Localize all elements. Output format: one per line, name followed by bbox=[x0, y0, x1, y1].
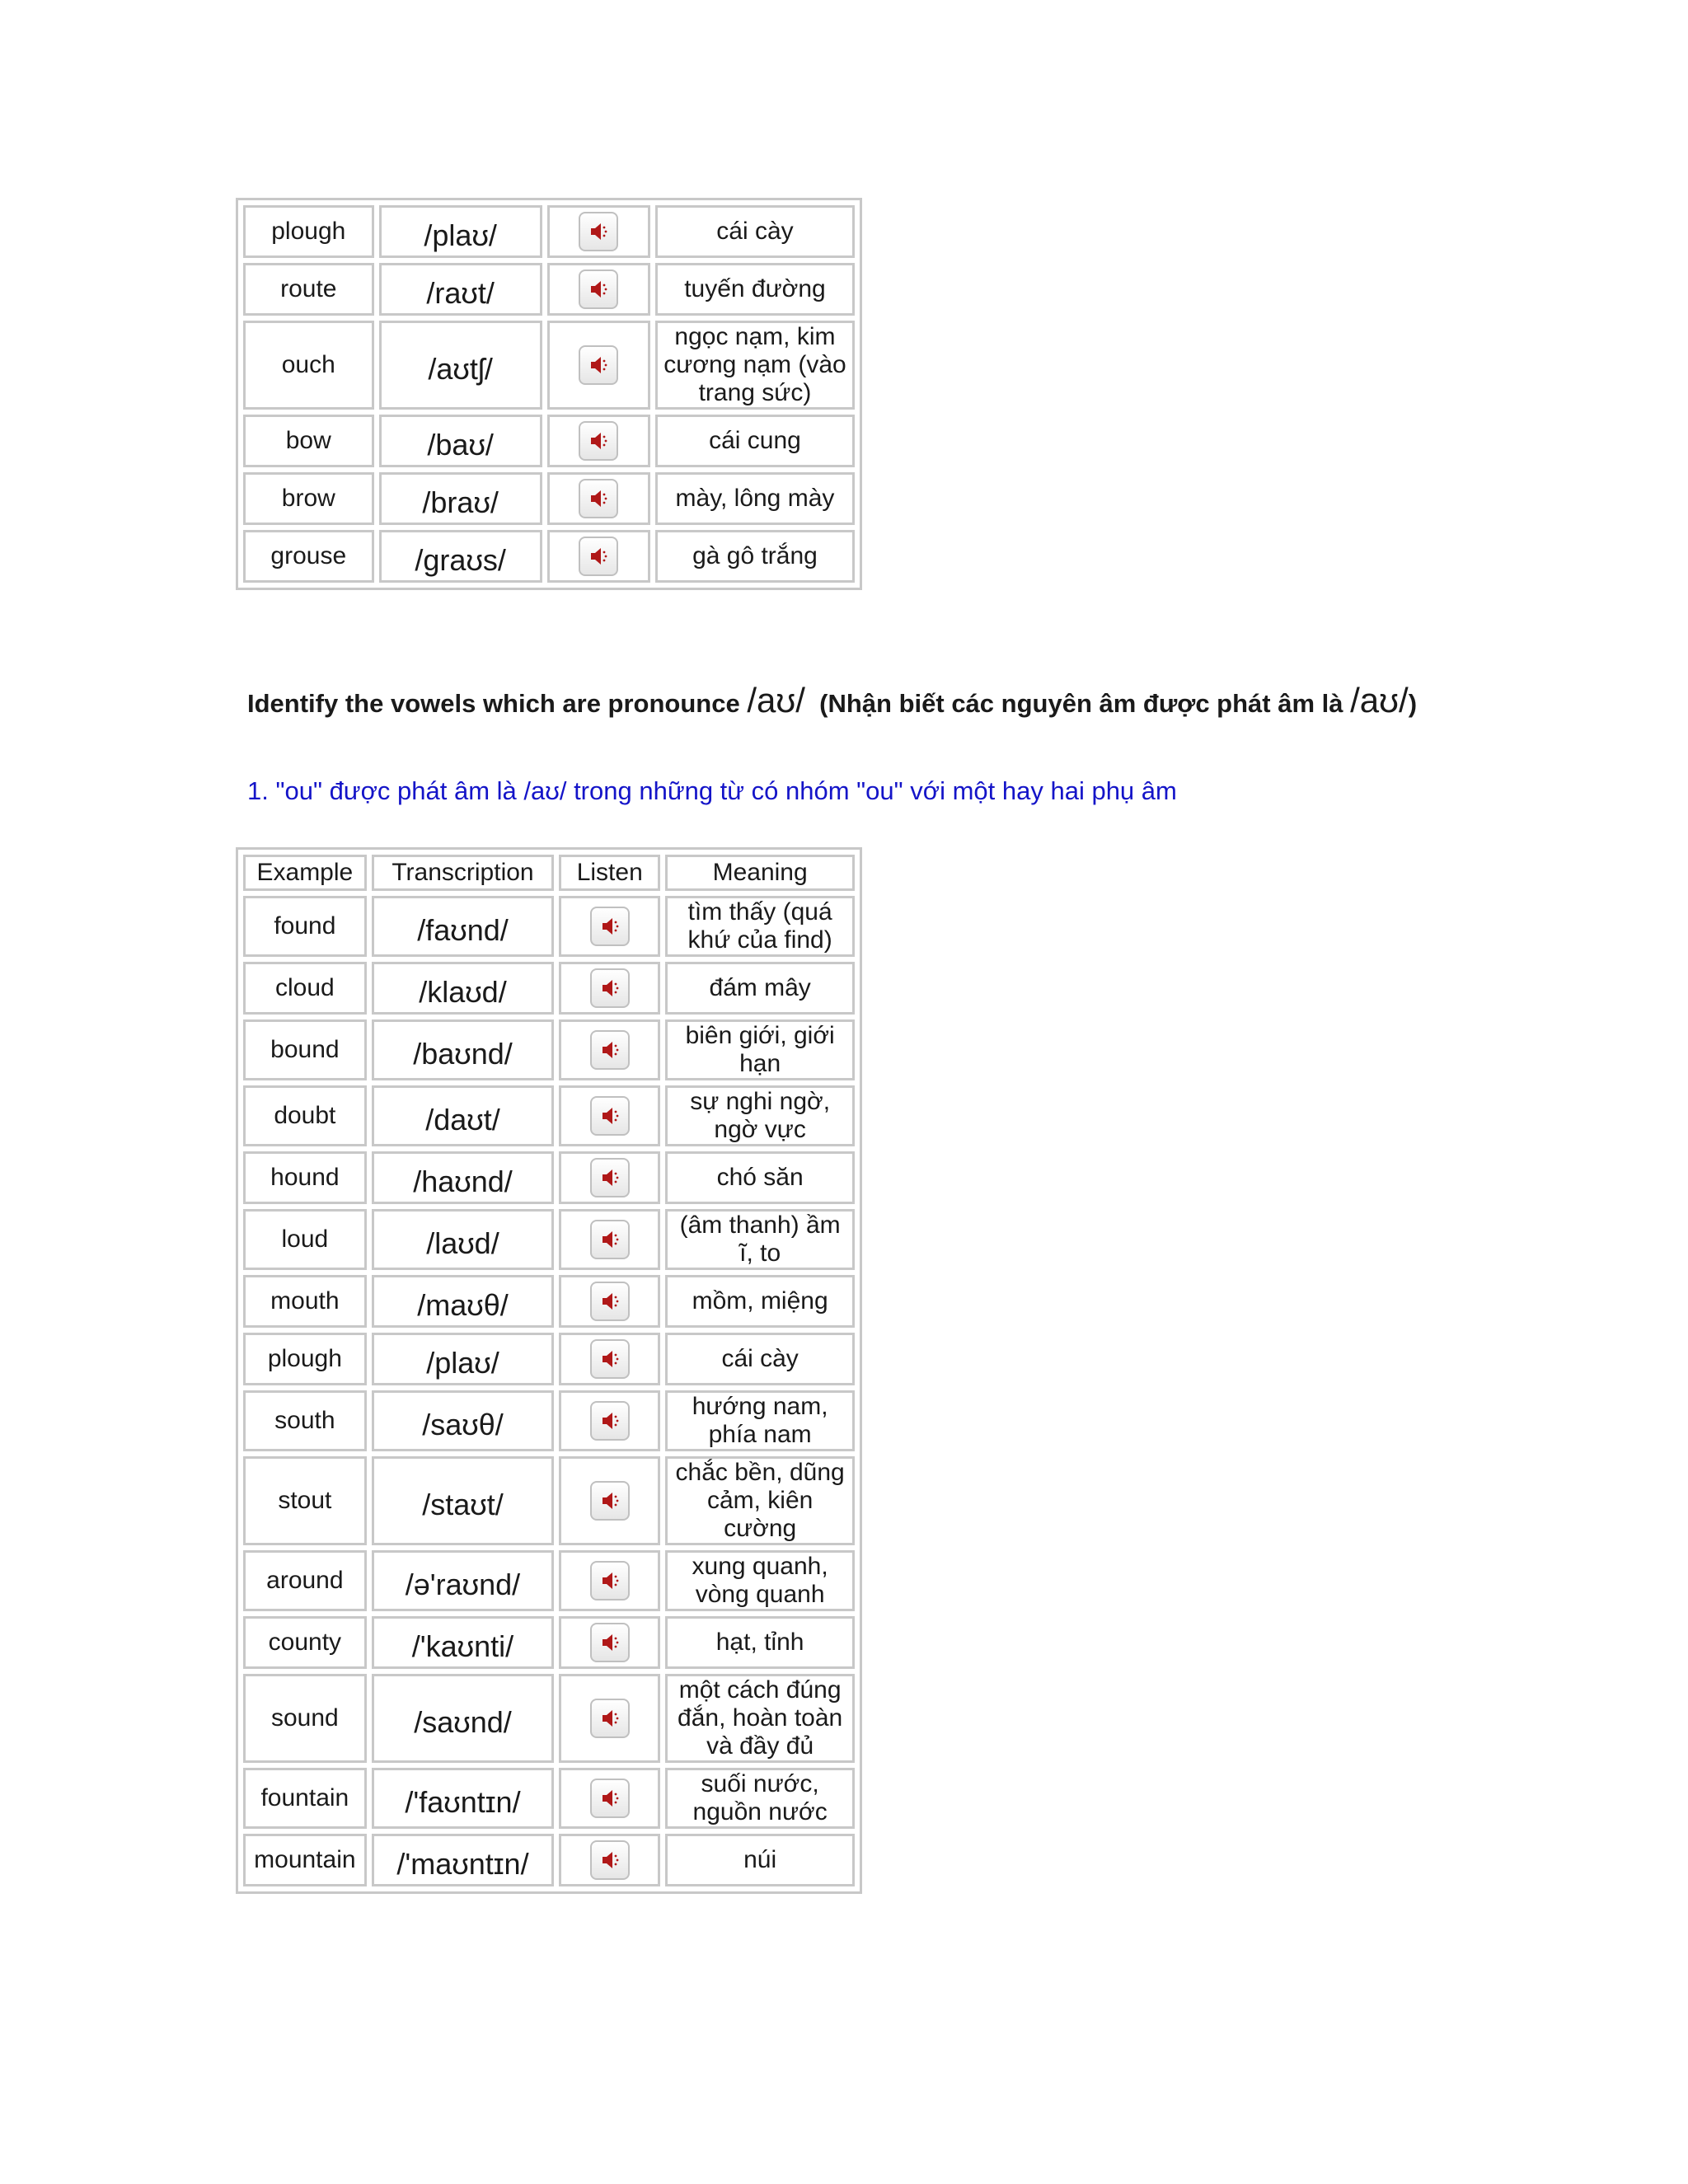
speaker-icon[interactable] bbox=[590, 968, 630, 1008]
speaker-icon[interactable] bbox=[590, 1840, 630, 1880]
speaker-icon[interactable] bbox=[590, 1401, 630, 1441]
example-word: south bbox=[243, 1390, 367, 1451]
listen-cell bbox=[559, 1456, 660, 1545]
listen-cell bbox=[559, 1275, 660, 1328]
speaker-icon[interactable] bbox=[579, 537, 618, 576]
listen-cell bbox=[547, 321, 650, 410]
table-row bbox=[243, 205, 855, 258]
listen-cell bbox=[559, 1550, 660, 1611]
speaker-glyph bbox=[587, 220, 610, 243]
listen-cell bbox=[559, 1209, 660, 1270]
speaker-icon[interactable] bbox=[579, 269, 618, 309]
listen-cell bbox=[559, 1151, 660, 1204]
speaker-icon[interactable] bbox=[590, 1220, 630, 1259]
listen-cell bbox=[559, 1674, 660, 1763]
transcription: /braʊ/ bbox=[379, 472, 542, 525]
transcription: /maʊθ/ bbox=[372, 1275, 555, 1328]
header-transcription: Transcription bbox=[372, 855, 555, 891]
table-row bbox=[243, 1456, 855, 1545]
listen-cell bbox=[547, 415, 650, 467]
example-word: fountain bbox=[243, 1768, 367, 1829]
transcription: /baʊ/ bbox=[379, 415, 542, 467]
speaker-icon[interactable] bbox=[590, 1699, 630, 1738]
transcription: /'faʊntɪn/ bbox=[372, 1768, 555, 1829]
table-row bbox=[243, 530, 855, 583]
speaker-icon[interactable] bbox=[579, 212, 618, 251]
meaning: (âm thanh) ầm ĩ, to bbox=[665, 1209, 855, 1270]
speaker-glyph bbox=[598, 1787, 621, 1810]
meaning: mồm, miệng bbox=[665, 1275, 855, 1328]
table-row bbox=[243, 415, 855, 467]
heading-symbol-1: /aʊ/ bbox=[747, 681, 805, 719]
speaker-glyph bbox=[598, 915, 621, 938]
table-row bbox=[243, 896, 855, 957]
example-word: brow bbox=[243, 472, 374, 525]
listen-cell bbox=[559, 1768, 660, 1829]
speaker-icon[interactable] bbox=[590, 1096, 630, 1136]
heading-text-3: ) bbox=[1408, 689, 1418, 718]
meaning: mày, lông mày bbox=[655, 472, 855, 525]
speaker-icon[interactable] bbox=[579, 345, 618, 385]
transcription: /baʊnd/ bbox=[372, 1019, 555, 1080]
listen-cell bbox=[547, 205, 650, 258]
speaker-icon[interactable] bbox=[590, 1481, 630, 1521]
example-word: found bbox=[243, 896, 367, 957]
speaker-glyph bbox=[598, 1104, 621, 1127]
transcription: /faʊnd/ bbox=[372, 896, 555, 957]
speaker-icon[interactable] bbox=[590, 907, 630, 946]
transcription: /raʊt/ bbox=[379, 263, 542, 316]
vocab-table-1 bbox=[236, 198, 862, 590]
transcription: /graʊs/ bbox=[379, 530, 542, 583]
example-word: plough bbox=[243, 205, 374, 258]
listen-cell bbox=[559, 1390, 660, 1451]
table-row bbox=[243, 1151, 855, 1204]
speaker-glyph bbox=[598, 1849, 621, 1872]
example-word: ouch bbox=[243, 321, 374, 410]
table-row bbox=[243, 1209, 855, 1270]
transcription: /aʊtʃ/ bbox=[379, 321, 542, 410]
speaker-icon[interactable] bbox=[590, 1779, 630, 1818]
example-word: mouth bbox=[243, 1275, 367, 1328]
transcription: /daʊt/ bbox=[372, 1085, 555, 1146]
speaker-glyph bbox=[598, 1038, 621, 1062]
speaker-glyph bbox=[598, 1631, 621, 1654]
transcription: /klaʊd/ bbox=[372, 962, 555, 1015]
speaker-glyph bbox=[598, 1489, 621, 1512]
speaker-glyph bbox=[598, 1228, 621, 1251]
table-row bbox=[243, 321, 855, 410]
meaning: cái cày bbox=[665, 1333, 855, 1385]
table-header-row bbox=[243, 855, 855, 891]
table-row bbox=[243, 1768, 855, 1829]
speaker-icon[interactable] bbox=[590, 1030, 630, 1070]
speaker-glyph bbox=[587, 354, 610, 377]
rule-subheading: 1. "ou" được phát âm là /aʊ/ trong những từ có nhóm "ou" với một hay hai phụ âm bbox=[247, 776, 1177, 805]
meaning: hướng nam, phía nam bbox=[665, 1390, 855, 1451]
meaning: đám mây bbox=[665, 962, 855, 1015]
meaning: suối nước, nguồn nước bbox=[665, 1768, 855, 1829]
meaning: gà gô trắng bbox=[655, 530, 855, 583]
listen-cell bbox=[559, 1019, 660, 1080]
table-row bbox=[243, 1834, 855, 1886]
example-word: around bbox=[243, 1550, 367, 1611]
example-word: county bbox=[243, 1616, 367, 1669]
listen-cell bbox=[559, 962, 660, 1015]
table-row bbox=[243, 1390, 855, 1451]
meaning: ngọc nạm, kim cương nạm (vào trang sức) bbox=[655, 321, 855, 410]
meaning: tuyến đường bbox=[655, 263, 855, 316]
transcription: /saʊθ/ bbox=[372, 1390, 555, 1451]
speaker-glyph bbox=[598, 1347, 621, 1371]
meaning: chó săn bbox=[665, 1151, 855, 1204]
header-example: Example bbox=[243, 855, 367, 891]
meaning: một cách đúng đắn, hoàn toàn và đầy đủ bbox=[665, 1674, 855, 1763]
table-row bbox=[243, 1674, 855, 1763]
header-listen: Listen bbox=[559, 855, 660, 891]
meaning: tìm thấy (quá khứ của find) bbox=[665, 896, 855, 957]
listen-cell bbox=[559, 1834, 660, 1886]
table-row bbox=[243, 263, 855, 316]
meaning: núi bbox=[665, 1834, 855, 1886]
table-row bbox=[243, 1019, 855, 1080]
speaker-glyph bbox=[587, 278, 610, 301]
meaning: chắc bền, dũng cảm, kiên cường bbox=[665, 1456, 855, 1545]
header-meaning: Meaning bbox=[665, 855, 855, 891]
speaker-glyph bbox=[598, 977, 621, 1000]
listen-cell bbox=[559, 1333, 660, 1385]
speaker-glyph bbox=[598, 1409, 621, 1432]
transcription: /haʊnd/ bbox=[372, 1151, 555, 1204]
table-row bbox=[243, 472, 855, 525]
example-word: bound bbox=[243, 1019, 367, 1080]
transcription: /staʊt/ bbox=[372, 1456, 555, 1545]
example-word: mountain bbox=[243, 1834, 367, 1886]
speaker-icon[interactable] bbox=[590, 1282, 630, 1321]
transcription: /'maʊntɪn/ bbox=[372, 1834, 555, 1886]
example-word: stout bbox=[243, 1456, 367, 1545]
listen-cell bbox=[547, 263, 650, 316]
listen-cell bbox=[547, 530, 650, 583]
table-row bbox=[243, 1333, 855, 1385]
meaning: cái cày bbox=[655, 205, 855, 258]
speaker-icon[interactable] bbox=[579, 479, 618, 518]
transcription: /ə'raʊnd/ bbox=[372, 1550, 555, 1611]
example-word: hound bbox=[243, 1151, 367, 1204]
meaning: hạt, tỉnh bbox=[665, 1616, 855, 1669]
speaker-glyph bbox=[598, 1569, 621, 1592]
speaker-glyph bbox=[587, 545, 610, 568]
example-word: bow bbox=[243, 415, 374, 467]
meaning: xung quanh, vòng quanh bbox=[665, 1550, 855, 1611]
transcription: /laʊd/ bbox=[372, 1209, 555, 1270]
example-word: route bbox=[243, 263, 374, 316]
listen-cell bbox=[559, 1085, 660, 1146]
speaker-icon[interactable] bbox=[590, 1158, 630, 1197]
example-word: plough bbox=[243, 1333, 367, 1385]
heading-text-2: (Nhận biết các nguyên âm được phát âm là bbox=[819, 689, 1343, 718]
listen-cell bbox=[559, 1616, 660, 1669]
table-row bbox=[243, 1550, 855, 1611]
speaker-glyph bbox=[587, 429, 610, 452]
speaker-icon[interactable] bbox=[590, 1339, 630, 1379]
listen-cell bbox=[559, 896, 660, 957]
heading-symbol-2: /aʊ/ bbox=[1350, 681, 1409, 719]
listen-cell bbox=[547, 472, 650, 525]
speaker-icon[interactable] bbox=[579, 421, 618, 461]
speaker-glyph bbox=[587, 487, 610, 510]
example-word: loud bbox=[243, 1209, 367, 1270]
table-row bbox=[243, 1275, 855, 1328]
vocab-table-2 bbox=[236, 847, 862, 1894]
transcription: /'kaʊnti/ bbox=[372, 1616, 555, 1669]
transcription: /plaʊ/ bbox=[372, 1333, 555, 1385]
meaning: biên giới, giới hạn bbox=[665, 1019, 855, 1080]
speaker-glyph bbox=[598, 1166, 621, 1189]
transcription: /plaʊ/ bbox=[379, 205, 542, 258]
table-row bbox=[243, 1085, 855, 1146]
heading-text-1: Identify the vowels which are pronounce bbox=[247, 689, 740, 718]
section-heading bbox=[247, 681, 1417, 720]
example-word: cloud bbox=[243, 962, 367, 1015]
transcription: /saʊnd/ bbox=[372, 1674, 555, 1763]
example-word: doubt bbox=[243, 1085, 367, 1146]
speaker-icon[interactable] bbox=[590, 1623, 630, 1662]
speaker-glyph bbox=[598, 1290, 621, 1313]
meaning: cái cung bbox=[655, 415, 855, 467]
example-word: sound bbox=[243, 1674, 367, 1763]
speaker-icon[interactable] bbox=[590, 1561, 630, 1601]
table-row bbox=[243, 962, 855, 1015]
speaker-glyph bbox=[598, 1707, 621, 1730]
example-word: grouse bbox=[243, 530, 374, 583]
meaning: sự nghi ngờ, ngờ vực bbox=[665, 1085, 855, 1146]
table-row bbox=[243, 1616, 855, 1669]
